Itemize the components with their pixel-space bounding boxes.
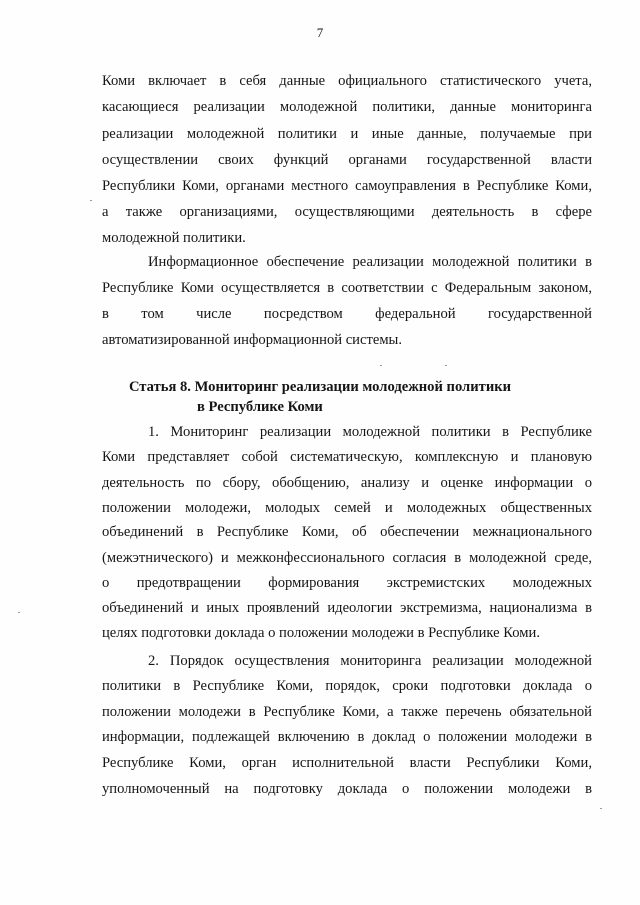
text-line: осуществлении своих функций органами государственной власти: [102, 152, 592, 168]
text-line: информации, подлежащей включению в доклад о положении молодежи в: [102, 729, 592, 745]
text-line: (межэтнического) и межконфессионального согласия в молодежной среде,: [102, 550, 592, 566]
text-line: Коми включает в себя данные официального статистического учета,: [102, 73, 592, 89]
text-line: Республики Коми, органами местного самоуправления в Республике Коми,: [102, 178, 592, 194]
article-heading: Статья 8. Мониторинг реализации молодежной политики: [128, 379, 512, 395]
text-line: объединений в Республике Коми, об обеспечении межнационального: [102, 524, 592, 540]
text-line: положении молодежи в Республике Коми, а также перечень обязательной: [102, 704, 592, 720]
scan-speck: [18, 612, 20, 613]
text-line: Коми представляет собой систематическую, комплексную и плановую: [102, 449, 592, 465]
text-line: молодежной политики.: [102, 230, 246, 246]
scan-speck: [600, 808, 602, 809]
text-line: уполномоченный на подготовку доклада о положении молодежи в: [102, 781, 592, 797]
text-line: 1. Мониторинг реализации молодежной политики в Республике: [148, 424, 592, 440]
article-heading-line2: в Республике Коми: [197, 399, 323, 415]
text-line: о предотвращении формирования экстремистских молодежных: [102, 575, 592, 591]
text-line: 2. Порядок осуществления мониторинга реализации молодежной: [148, 653, 592, 669]
text-line: автоматизированной информационной системы.: [102, 332, 403, 348]
scan-speck: [380, 365, 382, 366]
text-line: а также организациями, осуществляющими деятельность в сфере: [102, 204, 592, 220]
text-line: в том числе посредством федеральной государственной: [102, 306, 592, 322]
text-line: объединений и иных проявлений идеологии экстремизма, национализма в: [102, 600, 592, 616]
text-line: Республике Коми, орган исполнительной власти Республики Коми,: [102, 755, 592, 771]
scan-speck: [90, 200, 92, 201]
scan-speck: [445, 365, 447, 366]
text-line: реализации молодежной политики и иные данные, получаемые при: [102, 126, 592, 142]
text-line: положении молодежи, молодых семей и молодежных общественных: [102, 500, 592, 516]
text-line: касающиеся реализации молодежной политики, данные мониторинга: [102, 99, 592, 115]
page-number: 7: [316, 25, 324, 40]
text-line: деятельность по сбору, обобщению, анализу и оценке информации о: [102, 475, 592, 491]
text-line: Информационное обеспечение реализации молодежной политики в: [148, 254, 592, 270]
text-line: целях подготовки доклада о положении молодежи в Республике Коми.: [102, 625, 540, 641]
text-line: политики в Республике Коми, порядок, сроки подготовки доклада о: [102, 678, 592, 694]
text-line: Республике Коми осуществляется в соответствии с Федеральным законом,: [102, 280, 592, 296]
